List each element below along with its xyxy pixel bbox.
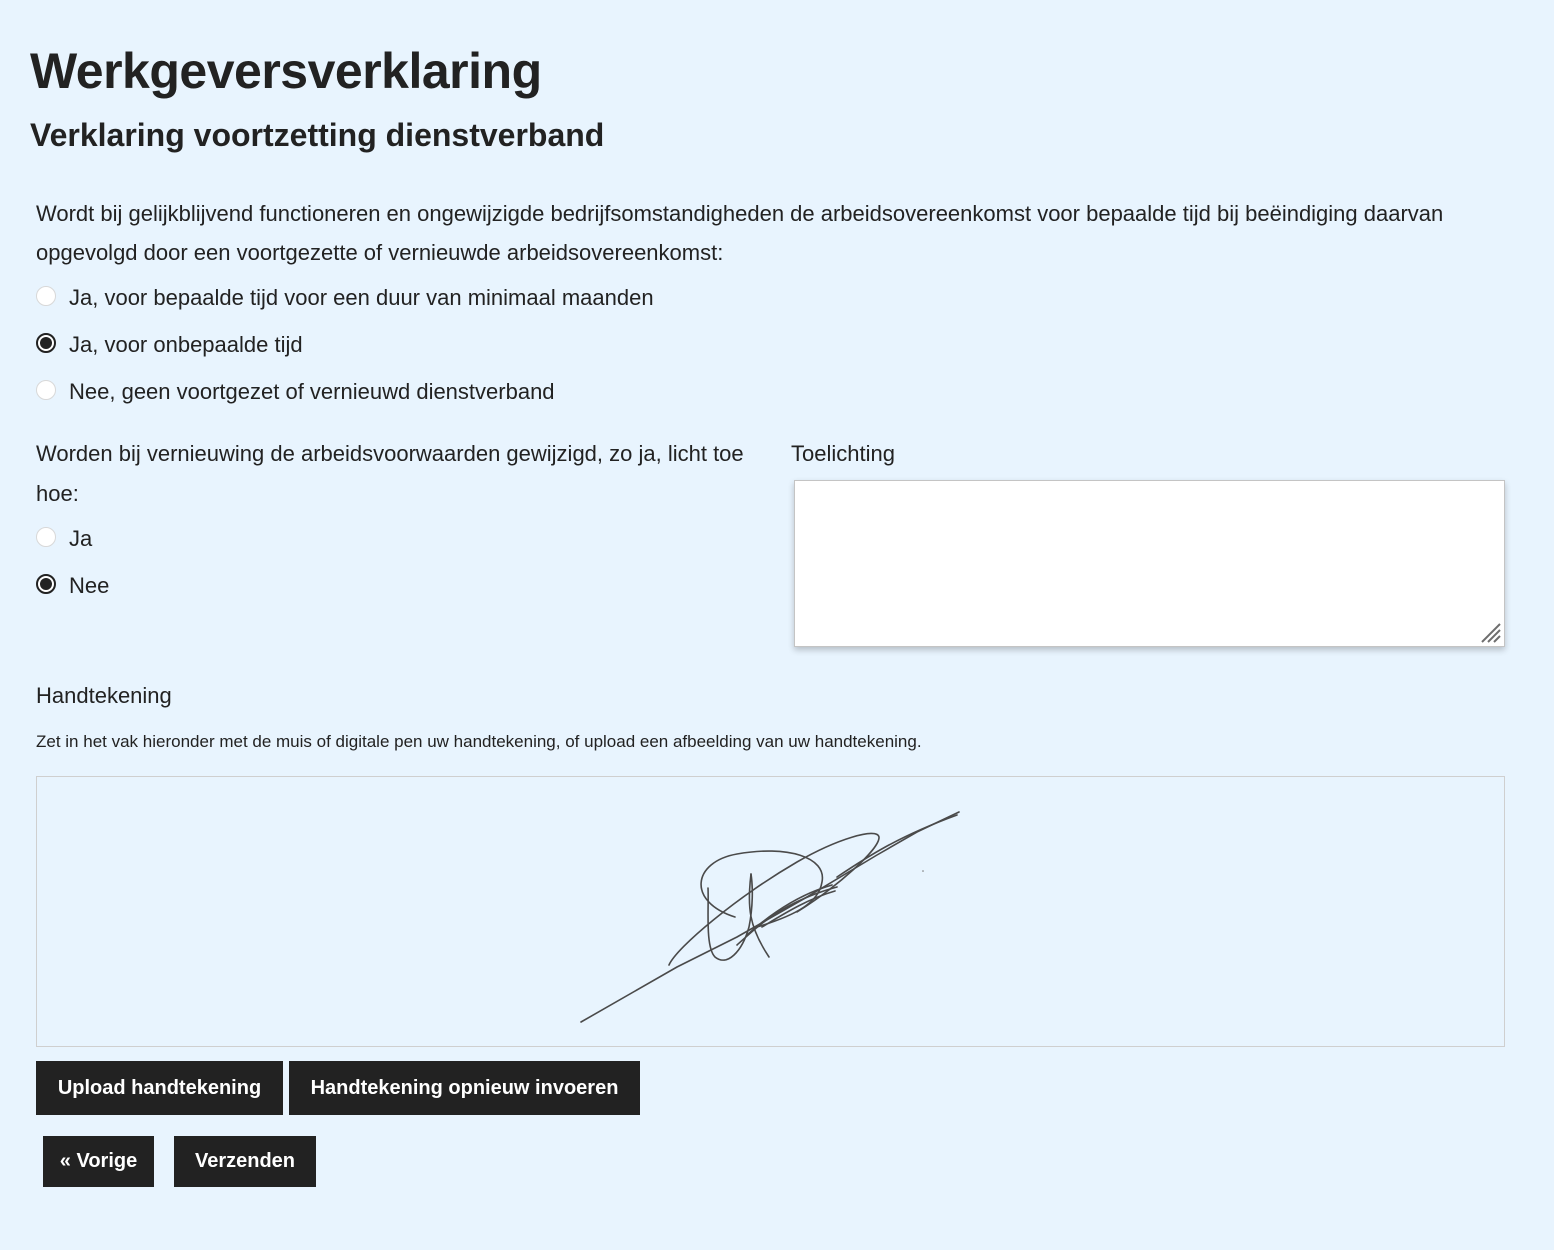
radio-option-fixed-term[interactable]	[36, 274, 654, 321]
previous-button[interactable]: « Vorige	[43, 1136, 154, 1187]
radio-label: Nee, geen voortgezet of vernieuwd dienstverband	[69, 378, 555, 404]
radio-label: Nee	[69, 572, 110, 598]
resize-grip-icon[interactable]	[1476, 618, 1502, 644]
upload-signature-button[interactable]: Upload handtekening	[36, 1061, 283, 1115]
submit-button[interactable]: Verzenden	[174, 1136, 316, 1187]
radio-label: Ja	[69, 525, 93, 551]
toelichting-textarea[interactable]	[794, 480, 1505, 647]
signature-help-text: Zet in het vak hieronder met de muis of digitale pen uw handtekening, of upload een afbeelding van uw handtekening.	[36, 732, 922, 751]
radio-button[interactable]	[36, 286, 56, 306]
signature-pad[interactable]	[36, 776, 1505, 1047]
radio-option-no-continuation[interactable]	[36, 368, 654, 415]
radio-button[interactable]	[36, 527, 56, 547]
radio-option-indefinite[interactable]	[36, 321, 654, 368]
conditions-radio-group	[36, 515, 109, 609]
reset-signature-button[interactable]: Handtekening opnieuw invoeren	[289, 1061, 640, 1115]
continuation-radio-group	[36, 274, 654, 415]
question-conditions-text: Worden bij vernieuwing de arbeidsvoorwaarden gewijzigd, zo ja, licht toe hoe:	[36, 441, 744, 506]
toelichting-label: Toelichting	[791, 441, 895, 466]
page-title: Werkgeversverklaring	[30, 43, 542, 99]
signature-drawing	[37, 777, 1506, 1048]
radio-button-checked[interactable]	[36, 574, 56, 594]
radio-option-ja[interactable]	[36, 515, 109, 562]
radio-option-nee[interactable]	[36, 562, 109, 609]
radio-button[interactable]	[36, 380, 56, 400]
radio-label: Ja, voor bepaalde tijd voor een duur van minimaal maanden	[69, 284, 654, 310]
radio-button-checked[interactable]	[36, 333, 56, 353]
question-continuation-text: Wordt bij gelijkblijvend functioneren en ongewijzigde bedrijfsomstandigheden de arbeidsovereenkomst voor bepaalde tijd bij beëindiging daarvan opgevolgd door een voortgezette of vernieuwde arbeidsovereenkomst:	[36, 201, 1444, 265]
page-subtitle: Verklaring voortzetting dienstverband	[30, 117, 605, 153]
signature-label: Handtekening	[36, 683, 172, 708]
radio-label: Ja, voor onbepaalde tijd	[69, 331, 303, 357]
